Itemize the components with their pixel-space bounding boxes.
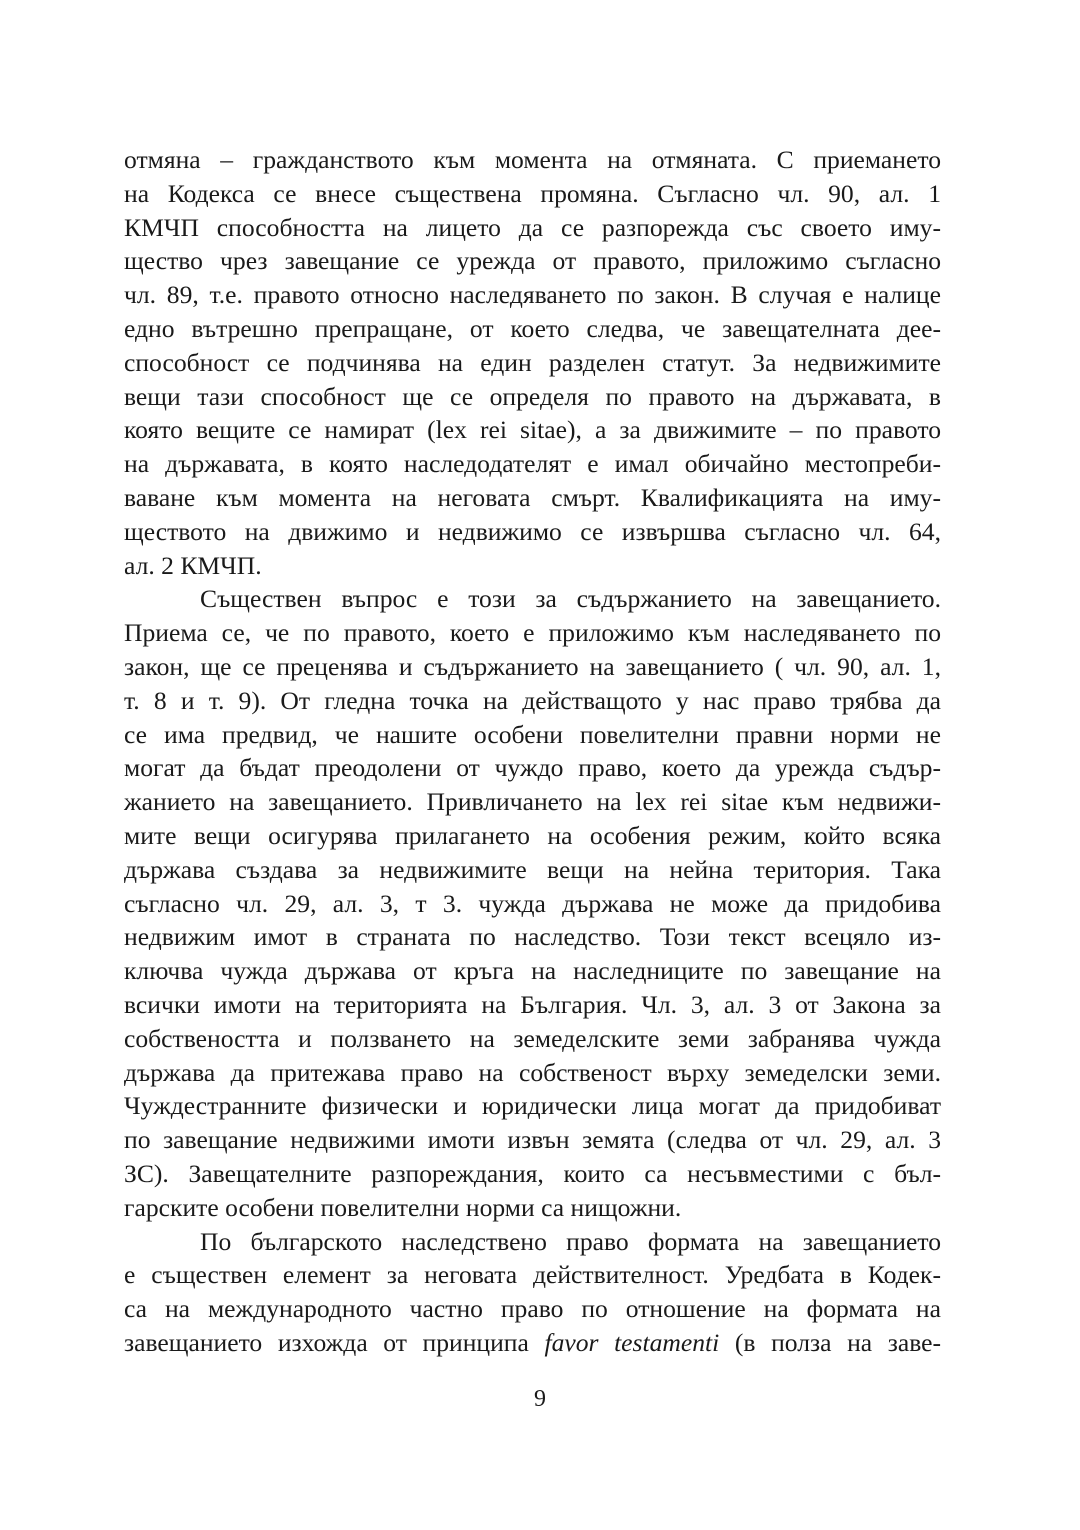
text-line: по завещание недвижими имоти извън земята (следва от чл. 29, ал. 3 [124,1125,941,1155]
text-line: т. 8 и т. 9). От гледна точка на действащото у нас право трябва да [124,685,941,715]
text-run: (в полза на заве- [719,1327,942,1357]
text-line: способност се подчинява на един разделен статут. За недвижимите [124,347,941,377]
text-line: Чуждестранните физически и юридически лица могат да придобиват [124,1091,941,1121]
text-line: чл. 89, т.е. правото относно наследяването по закон. В случая е налице [124,280,941,310]
text-line: която вещите се намират (lex rei sitae), а за движимите – по правото [124,415,941,445]
text-line: щество чрез завещание се урежда от правото, приложимо съгласно [124,246,941,276]
text-line: ществото на движимо и недвижимо се извършва съгласно чл. 64, [124,516,941,546]
text-line: По българското наследствено право формата на завещанието [200,1226,941,1256]
text-line: закон, ще се преценява и съдържанието на завещанието ( чл. 90, ал. 1, [124,651,941,681]
text-line: недвижим имот в страната по наследство. Този текст всецяло из- [124,922,941,952]
paragraph-2 [124,582,941,1224]
text-line: Приема се, че по правото, което е приложимо към наследяването по [124,618,941,648]
text-line: всички имоти на територията на България. Чл. 3, ал. 3 от Закона за [124,989,941,1019]
text-line: са на международното частно право по отношение на формата на [124,1294,941,1324]
text-line: вещи тази способност ще се определя по правото на държавата, в [124,381,941,411]
text-line: държава създава за недвижимите вещи на нейна територия. Така [124,854,941,884]
text-line: могат да бъдат преодолени от чуждо право, което да урежда съдър- [124,753,941,783]
text-run: завещанието изхожда от принципа [124,1327,545,1357]
text-line: съгласно чл. 29, ал. 3, т 3. чужда държава не може да придобива [124,888,941,918]
text-line: едно вътрешно препращане, от което следва, че завещателната дее- [124,313,941,343]
text-line: собствеността и ползването на земеделските земи забранява чужда [124,1023,941,1053]
text-line: ваване към момента на неговата смърт. Квалификацията на иму- [124,482,941,512]
text-line: мите вещи осигурява прилагането на особения режим, който всяка [124,820,941,850]
text-line: на държавата, в която наследодателят е имал обичайно местопреби- [124,449,941,479]
paragraph-1 [124,143,941,582]
page-number: 9 [534,1386,546,1412]
text-line: жанието на завещанието. Привличането на lex rei sitae към недвижи- [124,787,941,817]
text-line: ал. 2 КМЧП. [124,550,262,580]
text-line: ключва чужда държава от кръга на наследниците по завещание на [124,956,941,986]
text-line: се има предвид, че нашите особени повелителни правни норми не [124,719,941,749]
text-line: гарските особени повелителни норми са нищожни. [124,1192,682,1222]
text-line: ЗС). Завещателните разпореждания, които са несъвместими с бъл- [124,1158,941,1188]
text-line: е съществен елемент за неговата действителност. Уредбата в Кодек- [124,1260,941,1290]
text-line: КМЧП способността на лицето да се разпорежда със своето иму- [124,212,941,242]
italic-term: favor testamenti [544,1327,720,1357]
text-line: Съществен въпрос е този за съдържанието на завещанието. [200,584,941,614]
text-line [124,1326,941,1360]
page-body [124,143,941,1360]
text-line: отмяна – гражданството към момента на отмяната. С приемането [124,145,941,174]
text-line: на Кодекса се внесе съществена промяна. Съгласно чл. 90, ал. 1 [124,178,941,208]
text-line: държава да притежава право на собственост върху земеделски земи. [124,1057,941,1087]
paragraph-3 [124,1225,941,1360]
